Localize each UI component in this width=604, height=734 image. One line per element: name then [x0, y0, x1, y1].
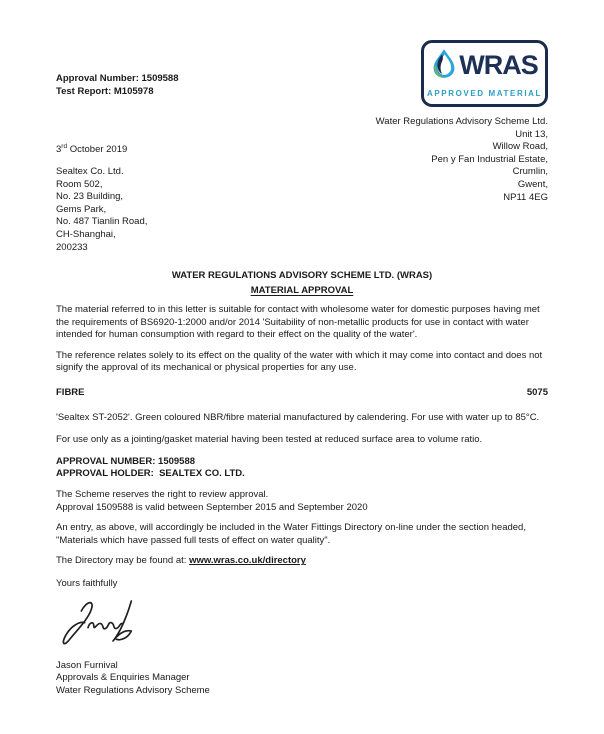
address-line: Unit 13, [515, 128, 548, 140]
paragraph-review: The Scheme reserves the right to review approval. [56, 488, 269, 500]
date-day: 3 [56, 144, 62, 155]
material-row [56, 387, 548, 400]
directory-link[interactable]: www.wras.co.uk/directory [189, 555, 306, 567]
letter-header [56, 40, 548, 268]
address-line: No. 23 Building, [56, 191, 124, 203]
paragraph-validity: Approval 1509588 is valid between September 2015 and September 2020 [56, 501, 368, 513]
address-line: Gems Park, [56, 203, 107, 215]
wras-tagline: APPROVED MATERIAL [426, 88, 543, 98]
address-line: Crumlin, [512, 166, 548, 178]
letter-title [56, 268, 548, 298]
title-line-2: MATERIAL APPROVAL [250, 285, 354, 296]
wras-wordmark: WRAS [459, 50, 538, 81]
material-name: FIBRE [56, 386, 85, 398]
letter-date [56, 144, 127, 157]
address-line: Gwent, [517, 178, 548, 190]
signoff-block [56, 660, 548, 698]
address-line: Room 502, [56, 178, 103, 190]
wras-logo-row [431, 47, 538, 85]
date-ordinal: rd [61, 142, 68, 150]
material-code: 5075 [526, 386, 548, 398]
address-line: 200233 [56, 241, 88, 253]
directory-line [56, 555, 548, 568]
review-block [56, 489, 548, 514]
signature-image [58, 596, 548, 656]
approval-number-line: Approval Number: 1509588 [56, 73, 179, 84]
water-drop-icon [431, 47, 457, 85]
approval-number-bold-line: APPROVAL NUMBER: 1509588 [56, 455, 196, 467]
reference-block [56, 73, 179, 98]
recipient-address-block [56, 166, 147, 254]
address-line: CH-Shanghai, [56, 228, 116, 240]
paragraph-entry: An entry, as above, will accordingly be included in the Water Fittings Directory on-line under the section headed, "Materials which have passed full tests of effect on water quality". [56, 522, 526, 546]
signoff-name: Jason Furnival [56, 659, 118, 671]
title-line-1: WATER REGULATIONS ADVISORY SCHEME LTD. (WRAS) [171, 270, 433, 281]
approval-block [56, 456, 548, 481]
test-report-line: Test Report: M105978 [56, 85, 154, 97]
address-line: Water Regulations Advisory Scheme Ltd. [375, 116, 548, 127]
paragraph-reference: The reference relates solely to its effect on the quality of the water with which it may come into contact and does not signify the approval of its mechanical or physical properties for any use. [56, 349, 543, 374]
approval-holder-bold-line: APPROVAL HOLDER: SEALTEX CO. LTD. [56, 468, 245, 480]
address-line: No. 487 Tianlin Road, [56, 216, 148, 228]
signoff-role: Approvals & Enquiries Manager [56, 672, 190, 684]
date-rest: October 2019 [67, 144, 128, 155]
address-line: Sealtex Co. Ltd. [56, 166, 124, 177]
address-line: NP11 4EG [503, 191, 548, 203]
address-line: Willow Road, [492, 141, 548, 153]
wras-logo [421, 40, 548, 107]
sender-address-block [376, 116, 548, 204]
signoff-org: Water Regulations Advisory Scheme [56, 684, 210, 696]
address-line: Pen y Fan Industrial Estate, [431, 153, 548, 165]
closing-salutation: Yours faithfully [56, 577, 118, 589]
paragraph-use: For use only as a jointing/gasket material having been tested at reduced surface area to volume ratio. [56, 434, 483, 446]
paragraph-suitability: The material referred to in this letter is suitable for contact with wholesome water for domestic purposes having met the requirements of BS6920-1:2000 and/or 2014 'Suitability of non-metallic products for use in contact with water intended for human consumption with regard to their effect on the quality of the water'. [56, 304, 540, 341]
directory-prefix: The Directory may be found at: [56, 555, 190, 567]
paragraph-product: 'Sealtex ST-2052'. Green coloured NBR/fibre material manufactured by calendering. For use with water up to 85°C. [56, 411, 540, 423]
